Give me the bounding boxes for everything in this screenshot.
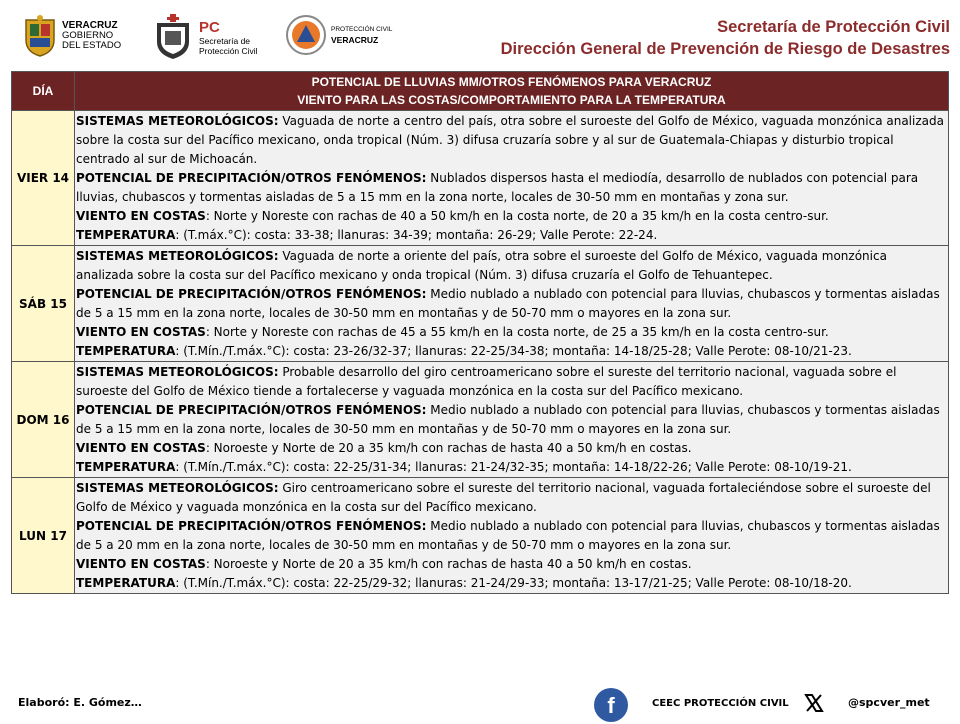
day-cell: VIER 14 xyxy=(12,111,75,246)
sistemas-text: Vaguada de norte a centro del país, otra sobre el suroeste del Golfo de México, vaguada monzónica analizada sobre la costa sur del Pacífico mexicano, onda tropical (Núm. 3) difusa cruzaría sobre y al sur de Guatemala-Chiapas y disturbio tropical centrado al sur de Michoacán. xyxy=(76,113,944,166)
weather-report-table xyxy=(11,71,949,594)
viento-paragraph xyxy=(76,207,947,226)
main-header-line2: VIENTO PARA LAS COSTAS/COMPORTAMIENTO PARA LA TEMPERATURA xyxy=(297,93,726,107)
potencial-paragraph xyxy=(76,169,947,207)
sistemas-paragraph xyxy=(76,112,947,169)
potencial-label: POTENCIAL DE PRECIPITACIÓN/OTROS FENÓMENOS: xyxy=(76,170,427,185)
sistemas-text: Probable desarrollo del giro centroamericano sobre el sureste del territorio nacional, vaguada sobre el suroeste del Golfo de México tiende a fortalecerse y vaguada monzónica en la costa sur del Pacífico mexicano. xyxy=(76,364,897,398)
sistemas-label: SISTEMAS METEOROLÓGICOS: xyxy=(76,480,279,495)
potencial-text: Medio nublado a nublado con potencial para lluvias, chubascos y tormentas aisladas de 5 a 15 mm en la zona norte, locales de 30-50 mm en montañas y de 50-70 mm o mayores en la zona sur. xyxy=(76,402,940,436)
sistemas-paragraph xyxy=(76,247,947,285)
potencial-text: Nublados dispersos hasta el mediodía, desarrollo de nublados con potencial para lluvias, chubascos y tormentas aisladas de 5 a 15 mm en la zona norte, locales de 30-50 mm en montañas y zona sur. xyxy=(76,170,919,204)
viento-paragraph xyxy=(76,555,947,574)
page-header xyxy=(0,0,960,70)
viento-label: VIENTO EN COSTAS xyxy=(76,208,206,223)
viento-paragraph xyxy=(76,323,947,342)
potencial-text: Medio nublado a nublado con potencial para lluvias, chubascos y tormentas aisladas de 5 a 20 mm en la zona norte, locales de 30-50 mm en montañas y de 50-70 mm o mayores en la zona sur. xyxy=(76,518,940,552)
temperatura-text: : (T.Mín./T.máx.°C): costa: 23-26/32-37; llanuras: 22-25/34-38; montaña: 14-18/25-28; Valle Perote: 08-10/21-23. xyxy=(175,343,852,358)
day-column-header: DÍA xyxy=(12,72,75,111)
viento-label: VIENTO EN COSTAS xyxy=(76,440,206,455)
page-footer xyxy=(0,680,960,720)
viento-text: : Noroeste y Norte de 20 a 35 km/h con rachas de hasta 40 a 50 km/h en costas. xyxy=(205,440,692,455)
temperatura-label: TEMPERATURA xyxy=(76,227,176,242)
day-cell: DOM 16 xyxy=(12,362,75,478)
day-cell: SÁB 15 xyxy=(12,246,75,362)
logo3-line2: VERACRUZ xyxy=(331,35,379,45)
pc-secretaria-logo xyxy=(153,14,258,60)
sistemas-paragraph xyxy=(76,479,947,517)
temperatura-text: : (T.máx.°C): costa: 33-38; llanuras: 34-39; montaña: 26-29; Valle Perote: 22-24. xyxy=(175,227,658,242)
logo1-line1: VERACRUZ xyxy=(62,20,118,31)
sistemas-label: SISTEMAS METEOROLÓGICOS: xyxy=(76,113,279,128)
logo3-line1: PROTECCIÓN CIVIL xyxy=(331,26,393,33)
sistemas-label: SISTEMAS METEOROLÓGICOS: xyxy=(76,364,279,379)
table-row xyxy=(12,111,949,246)
viento-text: : Norte y Noreste con rachas de 40 a 50 km/h en la costa norte, de 20 a 35 km/h en la costa centro-sur. xyxy=(205,208,829,223)
potencial-paragraph xyxy=(76,285,947,323)
proteccion-civil-veracruz-logo xyxy=(285,14,392,56)
temperatura-text: : (T.Mín./T.máx.°C): costa: 22-25/31-34; llanuras: 21-24/32-35; montaña: 14-18/22-26; Valle Perote: 08-10/19-21. xyxy=(175,459,852,474)
forecast-cell xyxy=(75,478,949,594)
potencial-paragraph xyxy=(76,401,947,439)
table-row xyxy=(12,246,949,362)
viento-paragraph xyxy=(76,439,947,458)
x-twitter-icon[interactable] xyxy=(803,692,825,714)
potencial-label: POTENCIAL DE PRECIPITACIÓN/OTROS FENÓMENOS: xyxy=(76,518,427,533)
civil-protection-triangle-icon xyxy=(285,14,327,56)
temperatura-paragraph xyxy=(76,574,947,593)
potencial-paragraph xyxy=(76,517,947,555)
forecast-cell xyxy=(75,111,949,246)
logo1-line3: DEL ESTADO xyxy=(62,40,122,51)
pc-logo-line1: Secretaría de xyxy=(199,35,251,46)
pc-shield-icon xyxy=(153,14,193,60)
direccion-title: Dirección General de Prevención de Riesgo de Desastres xyxy=(500,40,950,58)
twitter-handle-link[interactable]: @spcver_met xyxy=(848,696,930,709)
temperatura-paragraph xyxy=(76,226,947,245)
secretaria-title: Secretaría de Protección Civil xyxy=(717,18,950,36)
pcv-logo-text xyxy=(331,25,392,45)
potencial-label: POTENCIAL DE PRECIPITACIÓN/OTROS FENÓMENOS: xyxy=(76,402,427,417)
temperatura-paragraph xyxy=(76,458,947,477)
main-header-line1: POTENCIAL DE LLUVIAS MM/OTROS FENÓMENOS PARA VERACRUZ xyxy=(311,75,712,89)
table-row xyxy=(12,362,949,478)
ceec-facebook-link[interactable]: CEEC PROTECCIÓN CIVIL xyxy=(652,698,789,709)
pc-logo-line2: Protección Civil xyxy=(199,45,258,56)
pc-logo-title: PC xyxy=(199,18,220,36)
veracruz-logo-text xyxy=(62,21,121,51)
page-titles xyxy=(501,16,950,60)
veracruz-government-logo xyxy=(22,14,121,58)
day-cell: LUN 17 xyxy=(12,478,75,594)
potencial-text: Medio nublado a nublado con potencial para lluvias, chubascos y tormentas aisladas de 5 a 15 mm en la zona norte, locales de 30-50 mm en montañas y de 50-70 mm o mayores en la zona sur. xyxy=(76,286,940,320)
temperatura-label: TEMPERATURA xyxy=(76,575,176,590)
temperatura-text: : (T.Mín./T.máx.°C): costa: 22-25/29-32; llanuras: 21-24/29-33; montaña: 13-17/21-25; Valle Perote: 08-10/18-20. xyxy=(175,575,852,590)
pc-logo-text xyxy=(199,19,258,56)
sistemas-text: Vaguada de norte a oriente del país, otra sobre el suroeste del Golfo de México, vaguada monzónica analizada sobre la costa sur del Pacífico mexicano y onda tropical (Núm. 3) difusa cruzaría el Golfo de Tehuantepec. xyxy=(76,248,887,282)
table-row xyxy=(12,478,949,594)
viento-label: VIENTO EN COSTAS xyxy=(76,324,206,339)
sistemas-label: SISTEMAS METEOROLÓGICOS: xyxy=(76,248,279,263)
author-credit: Elaboró: E. Gómez… xyxy=(18,696,142,709)
sistemas-paragraph xyxy=(76,363,947,401)
sistemas-text: Giro centroamericano sobre el sureste del territorio nacional, vaguada fortaleciéndose sobre el suroeste del Golfo de México y vaguada monzónica en la costa sur del Pacífico mexicano. xyxy=(76,480,931,514)
temperatura-label: TEMPERATURA xyxy=(76,343,176,358)
logo1-line2: GOBIERNO xyxy=(62,30,114,41)
veracruz-shield-icon xyxy=(22,14,58,58)
viento-text: : Noroeste y Norte de 20 a 35 km/h con rachas de hasta 40 a 50 km/h en costas. xyxy=(205,556,692,571)
potencial-label: POTENCIAL DE PRECIPITACIÓN/OTROS FENÓMENOS: xyxy=(76,286,427,301)
forecast-cell xyxy=(75,362,949,478)
viento-label: VIENTO EN COSTAS xyxy=(76,556,206,571)
table-header-row xyxy=(12,72,949,111)
temperatura-paragraph xyxy=(76,342,947,361)
temperatura-label: TEMPERATURA xyxy=(76,459,176,474)
forecast-cell xyxy=(75,246,949,362)
viento-text: : Norte y Noreste con rachas de 45 a 55 km/h en la costa norte, de 25 a 35 km/h en la costa centro-sur. xyxy=(205,324,829,339)
facebook-icon[interactable]: f xyxy=(594,688,628,722)
main-column-header xyxy=(75,72,949,111)
